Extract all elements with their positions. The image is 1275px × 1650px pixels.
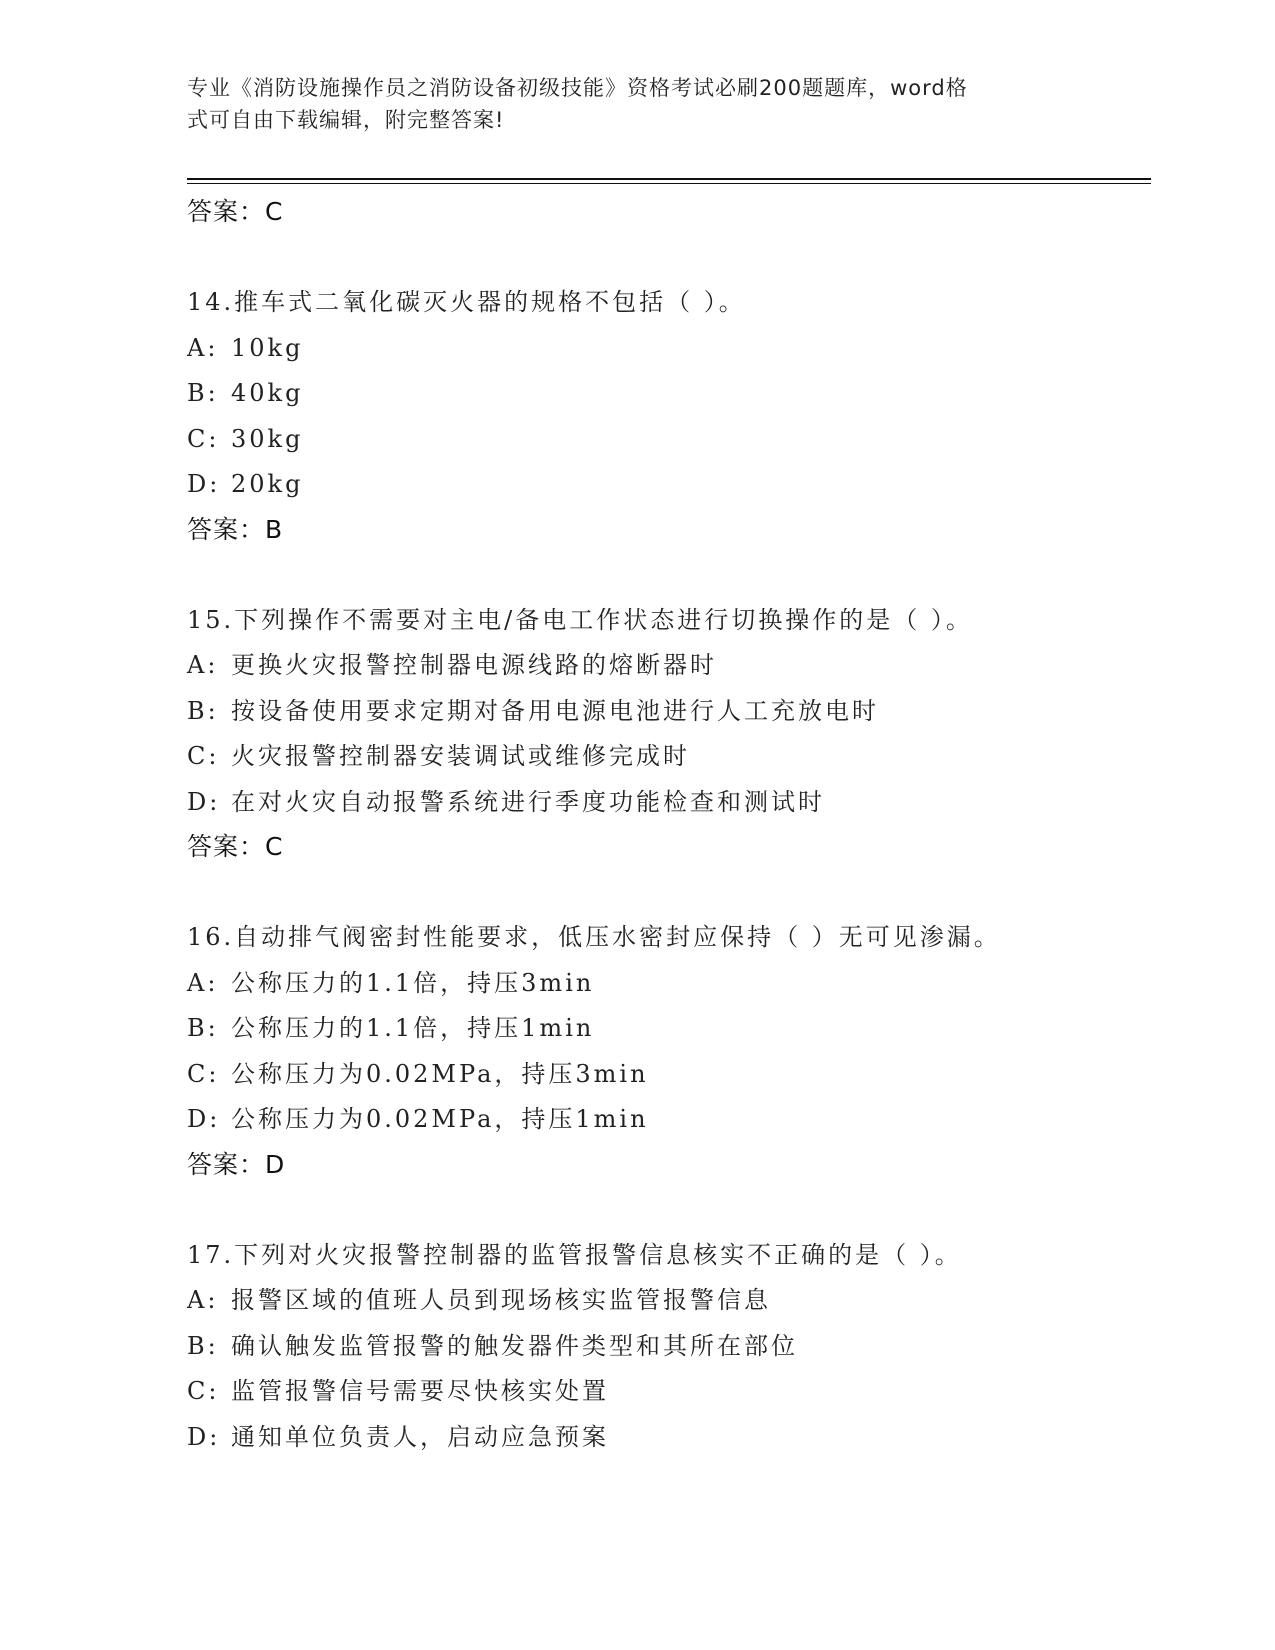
option-a xyxy=(187,326,1147,372)
question-block xyxy=(187,915,1147,1187)
question-text: 15.下列操作不需要对主电/备电工作状态进行切换操作的是（ ）。 xyxy=(187,605,973,634)
question-text: 16.自动排气阀密封性能要求，低压水密封应保持（ ）无可见渗漏。 xyxy=(187,923,1001,951)
option-text: 通知单位负责人，启动应急预案 xyxy=(231,1422,609,1451)
option-key: D: xyxy=(187,470,221,498)
option-key: B: xyxy=(187,1014,219,1042)
option-text: 公称压力为0.02MPa，持压1min xyxy=(231,1105,649,1133)
question-text: 14.推车式二氧化碳灭火器的规格不包括（ ）。 xyxy=(187,288,746,316)
option-text: 按设备使用要求定期对备用电源电池进行人工充放电时 xyxy=(231,696,879,725)
option-text: 10kg xyxy=(231,333,304,362)
option-b xyxy=(187,1006,1147,1052)
option-d xyxy=(187,780,1147,826)
option-key: C: xyxy=(187,1377,220,1405)
question-answer: 答案：D xyxy=(187,1149,286,1179)
question-block xyxy=(187,598,1147,870)
option-b xyxy=(187,1324,1147,1370)
question-block xyxy=(187,280,1147,552)
option-key: A: xyxy=(187,651,219,679)
option-key: B: xyxy=(187,696,219,725)
spacer xyxy=(187,1187,1147,1233)
header-rule-thick xyxy=(187,178,1151,180)
option-key: B: xyxy=(187,1331,219,1360)
option-key: C: xyxy=(187,424,220,453)
option-c xyxy=(187,1052,1147,1098)
option-text: 40kg xyxy=(231,379,304,407)
question-block xyxy=(187,1233,1147,1461)
option-text: 30kg xyxy=(231,424,304,453)
option-text: 报警区域的值班人员到现场核实监管报警信息 xyxy=(231,1286,771,1314)
header-line-1: 专业《消防设施操作员之消防设备初级技能》资格考试必刷200题题库，word格 xyxy=(187,76,968,100)
option-d xyxy=(187,1097,1147,1143)
header-line-2: 式可自由下载编辑，附完整答案! xyxy=(187,108,505,132)
option-c xyxy=(187,734,1147,780)
option-a xyxy=(187,643,1147,689)
option-b xyxy=(187,689,1147,735)
option-text: 在对火灾自动报警系统进行季度功能检查和测试时 xyxy=(231,787,825,816)
option-text: 公称压力的1.1倍，持压1min xyxy=(231,1014,595,1042)
option-key: D: xyxy=(187,787,221,816)
option-text: 确认触发监管报警的触发器件类型和其所在部位 xyxy=(231,1331,798,1360)
question-answer: 答案：B xyxy=(187,514,284,544)
spacer xyxy=(187,552,1147,598)
option-c xyxy=(187,1369,1147,1415)
option-key: A: xyxy=(187,333,219,362)
option-key: C: xyxy=(187,742,220,770)
option-c xyxy=(187,417,1147,463)
header-rule-thin xyxy=(187,183,1151,184)
spacer xyxy=(187,869,1147,915)
option-key: D: xyxy=(187,1105,221,1133)
option-text: 公称压力为0.02MPa，持压3min xyxy=(231,1059,649,1088)
spacer xyxy=(187,234,1147,280)
question-answer: 答案：C xyxy=(187,832,284,861)
option-b xyxy=(187,371,1147,417)
option-key: A: xyxy=(187,1286,219,1314)
previous-answer: 答案：C xyxy=(187,197,284,226)
option-text: 20kg xyxy=(231,470,304,498)
option-key: C: xyxy=(187,1059,220,1088)
document-header xyxy=(187,72,1067,136)
question-text: 17.下列对火灾报警控制器的监管报警信息核实不正确的是（ ）。 xyxy=(187,1240,962,1269)
option-key: B: xyxy=(187,379,219,407)
option-text: 监管报警信号需要尽快核实处置 xyxy=(231,1377,609,1405)
option-a xyxy=(187,961,1147,1007)
option-text: 公称压力的1.1倍，持压3min xyxy=(231,968,595,997)
option-key: A: xyxy=(187,968,219,997)
option-key: D: xyxy=(187,1422,221,1451)
option-d xyxy=(187,462,1147,508)
option-text: 火灾报警控制器安装调试或维修完成时 xyxy=(231,742,690,770)
question-list xyxy=(187,190,1147,1460)
option-d xyxy=(187,1415,1147,1461)
option-text: 更换火灾报警控制器电源线路的熔断器时 xyxy=(231,651,717,679)
option-a xyxy=(187,1278,1147,1324)
